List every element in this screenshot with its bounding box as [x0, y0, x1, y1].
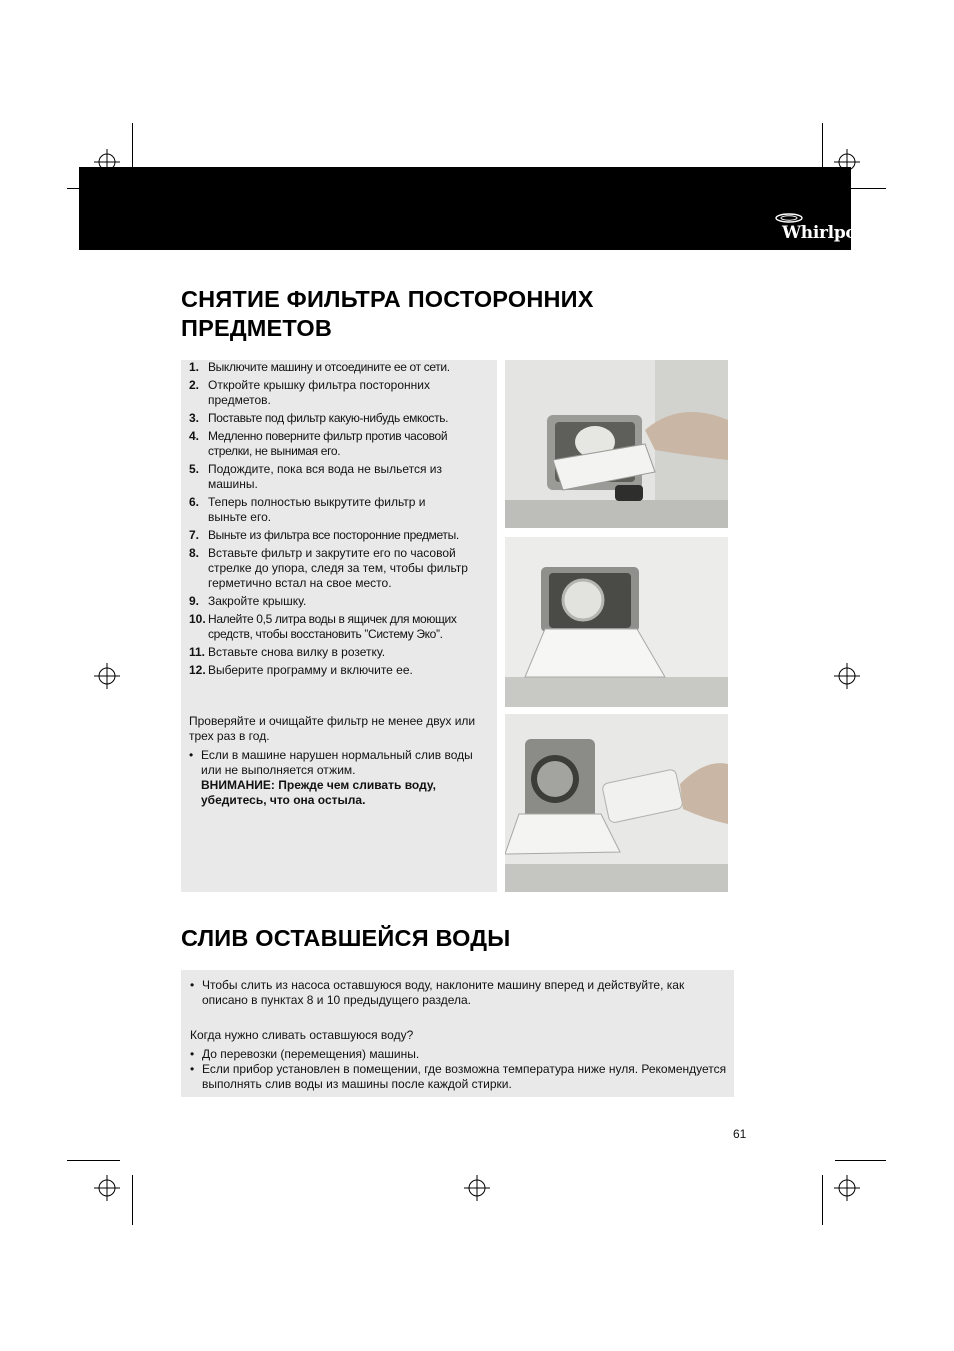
step-item: 6. Теперь полностью выкрутите фильтр и выньте его.	[189, 495, 426, 524]
crop-mark	[835, 1160, 886, 1161]
step-item: 5. Подождите, пока вся вода не выльется из машины.	[189, 462, 442, 491]
warning-text: ВНИМАНИЕ: Прежде чем сливать воду, убедитесь, что она остыла.	[201, 778, 436, 807]
page-number: 61	[733, 1127, 747, 1141]
crop-mark	[132, 1175, 133, 1225]
step-item: 11. Вставьте снова вилку в розетку.	[189, 645, 386, 659]
drain-bullet-3: Если прибор установлен в помещении, где возможна температура ниже нуля. Рекомендуется выполнять слив воды из машины после каждой стирки.	[202, 1062, 727, 1091]
step-item: 7. Выньте из фильтра все посторонние предметы.	[189, 528, 459, 542]
drain-question: Когда нужно сливать оставшуюся воду?	[190, 1028, 414, 1042]
bullet-icon: •	[189, 748, 194, 762]
step-item: 1. Выключите машину и отсоедините ее от сети.	[189, 360, 450, 374]
step-item: 12. Выберите программу и включите ее.	[189, 663, 413, 677]
page-title	[181, 285, 594, 343]
step-item: 9. Закройте крышку.	[189, 594, 307, 608]
steps-list	[189, 360, 489, 681]
crop-mark	[67, 1160, 120, 1161]
crop-mark	[822, 1175, 823, 1225]
bullet-icon: •	[190, 1047, 195, 1061]
brand-name: Whirlpool	[782, 223, 874, 243]
crop-mark	[851, 188, 886, 189]
step-item: 4. Медленно поверните фильтр против часовой стрелки, не вынимая его.	[189, 429, 448, 458]
crop-mark	[822, 123, 823, 167]
list-item	[190, 1062, 730, 1092]
list-item	[190, 1047, 730, 1062]
page-title-line-2: ПРЕДМЕТОВ	[181, 315, 333, 341]
photo-filter-removed	[505, 714, 728, 892]
brand-logo	[774, 212, 874, 244]
header-band	[79, 167, 851, 250]
list-item	[189, 748, 489, 808]
registration-target-icon	[94, 1175, 120, 1201]
crop-mark	[67, 188, 79, 189]
step-item: 10. Налейте 0,5 литра воды в ящичек для моющих средств, чтобы восстановить ”Систему Эко”.	[189, 612, 457, 641]
bullet-icon: •	[190, 978, 195, 992]
list-item	[190, 978, 730, 1008]
page-title-line-1: СНЯТИЕ ФИЛЬТРА ПОСТОРОННИХ	[181, 286, 594, 312]
photo-filter-open-position	[505, 537, 728, 707]
registration-target-icon	[834, 663, 860, 689]
registration-target-icon	[94, 663, 120, 689]
crop-mark	[132, 123, 133, 167]
step-item: 8. Вставьте фильтр и закрутите его по часовой стрелке до упора, следя за тем, чтобы фильтр герметично встал на свое место.	[189, 546, 468, 590]
photo-open-filter-cover	[505, 360, 728, 528]
section-title-drain: СЛИВ ОСТАВШЕЙСЯ ВОДЫ	[181, 925, 511, 951]
drain-problem-note	[189, 748, 489, 808]
bullet-icon: •	[190, 1062, 195, 1076]
step-item: 3. Поставьте под фильтр какую-нибудь емкость.	[189, 411, 449, 425]
step-item: 2. Откройте крышку фильтра посторонних предметов.	[189, 378, 430, 407]
drain-text	[190, 978, 730, 1092]
drain-bullet-1: Чтобы слить из насоса оставшуюся воду, наклоните машину вперед и действуйте, как описано в пунктах 8 и 10 предыдущего раздела.	[202, 978, 685, 1007]
registration-target-icon	[834, 1175, 860, 1201]
registration-target-icon	[464, 1175, 490, 1201]
drain-bullet-2: До перевозки (перемещения) машины.	[202, 1047, 420, 1061]
bullet-text: Если в машине нарушен нормальный слив воды или не выполняется отжим.	[201, 748, 473, 777]
check-note: Проверяйте и очищайте фильтр не менее двух или трех раз в год.	[189, 714, 476, 743]
